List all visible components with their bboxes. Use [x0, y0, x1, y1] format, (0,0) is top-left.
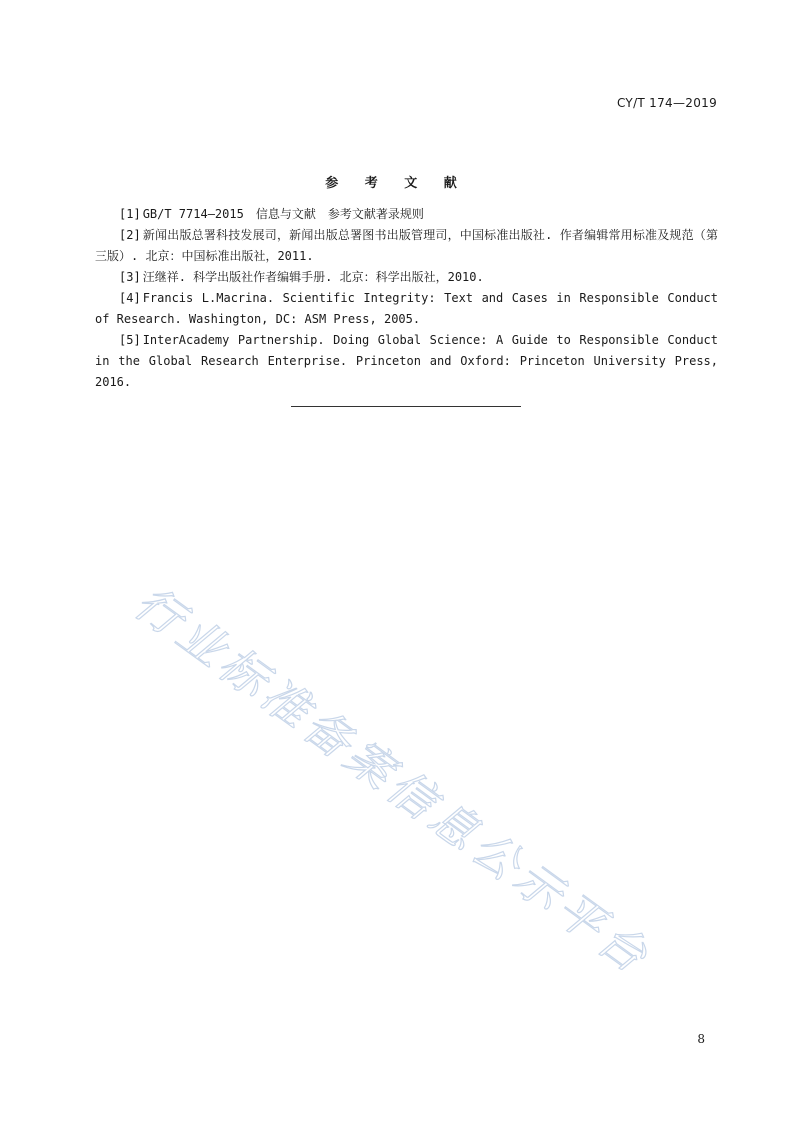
reference-number: [2] — [119, 228, 141, 242]
page-number: 8 — [697, 1032, 705, 1046]
reference-text: 汪继祥. 科学出版社作者编辑手册. 北京：科学出版社，2010. — [142, 270, 484, 284]
reference-item — [95, 288, 718, 330]
reference-text: GB/T 7714—2015 信息与文献 参考文献著录规则 — [142, 207, 424, 221]
reference-list — [95, 204, 718, 393]
reference-text: InterAcademy Partnership. Doing Global Science: A Guide to Responsible Conduct in the Global Research Enterprise. Princeton and Oxford: Princeton University Press, 2016. — [95, 333, 718, 389]
reference-number: [1] — [119, 207, 141, 221]
reference-number: [4] — [119, 291, 141, 305]
reference-item — [95, 225, 718, 267]
reference-number: [5] — [119, 333, 141, 347]
section-title: 参 考 文 献 — [325, 176, 468, 191]
end-rule — [291, 406, 521, 407]
reference-number: [3] — [119, 270, 141, 284]
watermark: 行业标准备案信息公示平台 — [124, 575, 662, 986]
reference-text: Francis L.Macrina. Scientific Integrity: Text and Cases in Responsible Conduct of Research. Washington, DC: ASM Press, 2005. — [95, 291, 718, 326]
reference-item — [95, 267, 718, 288]
reference-item — [95, 204, 718, 225]
reference-text: 新闻出版总署科技发展司，新闻出版总署图书出版管理司，中国标准出版社. 作者编辑常用标准及规范（第三版）. 北京：中国标准出版社，2011. — [95, 228, 718, 263]
standard-code: CY/T 174—2019 — [616, 96, 717, 110]
reference-item — [95, 330, 718, 393]
